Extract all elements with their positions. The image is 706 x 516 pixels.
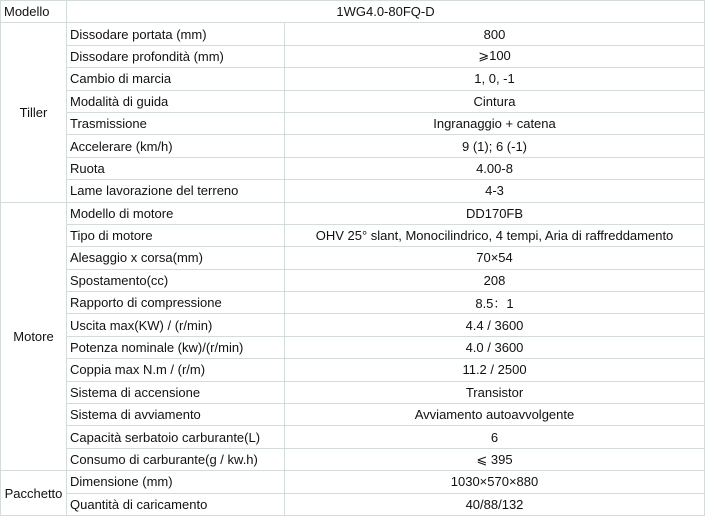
spec-value: Avviamento autoavvolgente [285,404,705,426]
table-row [1,381,705,403]
table-row [1,202,705,224]
section-label-motore: Motore [1,202,67,471]
table-row [1,314,705,336]
spec-label: Consumo di carburante(g / kw.h) [67,448,285,470]
table-row [1,448,705,470]
spec-value: 11.2 / 2500 [285,359,705,381]
spec-label: Dissodare portata (mm) [67,23,285,45]
spec-value: 208 [285,269,705,291]
table-row [1,336,705,358]
header-row [1,1,705,23]
table-row [1,247,705,269]
table-row [1,269,705,291]
spec-label: Quantità di caricamento [67,493,285,515]
spec-label: Dissodare profondità (mm) [67,45,285,67]
spec-label: Dimensione (mm) [67,471,285,493]
spec-value: 70×54 [285,247,705,269]
spec-value: DD170FB [285,202,705,224]
spec-value: Ingranaggio + catena [285,112,705,134]
model-label: Modello [1,1,67,23]
table-row [1,135,705,157]
section-label-tiller: Tiller [1,23,67,202]
spec-table-body [1,1,705,516]
spec-label: Sistema di avviamento [67,404,285,426]
table-row [1,471,705,493]
table-row [1,359,705,381]
spec-value: 4.00-8 [285,157,705,179]
spec-value: Cintura [285,90,705,112]
table-row [1,426,705,448]
spec-label: Uscita max(KW) / (r/min) [67,314,285,336]
table-row [1,157,705,179]
spec-label: Trasmissione [67,112,285,134]
table-row [1,112,705,134]
model-value: 1WG4.0-80FQ-D [67,1,705,23]
spec-label: Tipo di motore [67,224,285,246]
spec-value: 4-3 [285,180,705,202]
spec-label: Modello di motore [67,202,285,224]
table-row [1,493,705,515]
spec-label: Lame lavorazione del terreno [67,180,285,202]
spec-label: Spostamento(cc) [67,269,285,291]
spec-value: 1030×570×880 [285,471,705,493]
spec-value: 4.4 / 3600 [285,314,705,336]
table-row [1,180,705,202]
spec-value: Transistor [285,381,705,403]
table-row [1,404,705,426]
spec-value: 6 [285,426,705,448]
section-label-pacchetto: Pacchetto [1,471,67,516]
spec-value: 800 [285,23,705,45]
spec-value: 40/88/132 [285,493,705,515]
table-row [1,45,705,67]
spec-value: OHV 25° slant, Monocilindrico, 4 tempi, Aria di raffreddamento [285,224,705,246]
table-row [1,224,705,246]
spec-label: Capacità serbatoio carburante(L) [67,426,285,448]
spec-label: Modalità di guida [67,90,285,112]
spec-value: ⩽ 395 [285,448,705,470]
spec-label: Cambio di marcia [67,68,285,90]
spec-value: ⩾100 [285,45,705,67]
spec-label: Sistema di accensione [67,381,285,403]
spec-label: Rapporto di compressione [67,292,285,314]
spec-value: 9 (1); 6 (-1) [285,135,705,157]
spec-value: 8.5：1 [285,292,705,314]
spec-value: 1, 0, -1 [285,68,705,90]
table-row [1,292,705,314]
spec-label: Coppia max N.m / (r/m) [67,359,285,381]
spec-label: Ruota [67,157,285,179]
spec-value: 4.0 / 3600 [285,336,705,358]
spec-label: Accelerare (km/h) [67,135,285,157]
spec-label: Potenza nominale (kw)/(r/min) [67,336,285,358]
spec-label: Alesaggio x corsa(mm) [67,247,285,269]
table-row [1,68,705,90]
table-row [1,90,705,112]
table-row [1,23,705,45]
